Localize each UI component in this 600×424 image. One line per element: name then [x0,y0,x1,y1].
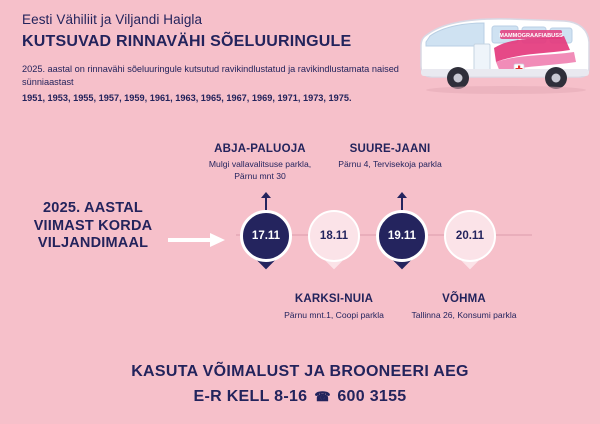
bus-icon [414,6,594,102]
stop-label-vohma [404,293,524,322]
stop-label-karksi-nuia [274,293,394,322]
pin-date: 20.11 [455,230,485,242]
footer-phone-number[interactable]: 600 3155 [337,388,407,405]
stem-arrow-suure-jaani [397,192,407,198]
stop-address: Pärnu 4, Tervisekoja parkla [338,159,442,169]
callout-line-2: VIIMAST KORDA [33,217,153,234]
stop-pins-row [236,210,566,280]
map-pin-suure-jaani[interactable] [376,210,432,276]
stop-address: Tallinna 26, Konsumi parkla [411,310,517,320]
map-pin-karksi-nuia[interactable] [308,210,364,276]
phone-icon: ☎ [314,389,331,404]
footer-contact-line [0,388,600,406]
pin-date: 17.11 [251,230,281,242]
callout-text-block [18,200,168,253]
intro-text: 2025. aastal on rinnavähi sõeluuringule kutsutud ravikindlustatud ja ravikindlustamata naised sünniaastast [22,64,399,88]
intro-paragraph [22,63,402,105]
page-title: KUTSUVAD RINNAVÄHI SÕELUURINGULE [22,33,352,50]
footer [0,363,600,406]
header [22,12,412,105]
stem-arrow-abja [261,192,271,198]
mammography-bus-illustration [414,6,594,102]
stop-address: Pärnu mnt.1, Coopi parkla [284,310,384,320]
stop-town-name: SUURE-JAANI [349,143,431,155]
stop-town-name: ABJA-PALUOJA [214,143,306,155]
map-pin-vohma[interactable] [444,210,500,276]
arrow-right-icon [168,232,226,248]
stop-address: Mulgi vallavalitsuse parkla, Pärnu mnt 30 [208,159,312,181]
stop-label-abja-paluoja [200,143,320,182]
organisation-line: Eesti Vähiliit ja Viljandi Haigla [22,12,203,27]
footer-hours: E-R KELL 8-16 [193,388,308,405]
stop-label-suure-jaani [330,143,450,171]
callout-line-1: 2025. AASTAL [43,200,143,216]
stop-town-name: VÕHMA [442,293,486,305]
pin-date: 18.11 [319,230,349,242]
intro-birth-years: 1951, 1953, 1955, 1957, 1959, 1961, 1963, 1965, 1967, 1969, 1971, 1973, 1975. [22,92,352,103]
callout-line-3: VILJANDIMAAL [37,235,149,252]
map-pin-abja-paluoja[interactable] [240,210,296,276]
stop-town-name: KARKSI-NUIA [294,293,374,305]
footer-call-to-action: KASUTA VÕIMALUST JA BROONEERI AEG [131,363,469,380]
svg-text:MAMMOGRAAFIABUSS: MAMMOGRAAFIABUSS [499,33,563,39]
pin-date: 19.11 [387,230,417,242]
